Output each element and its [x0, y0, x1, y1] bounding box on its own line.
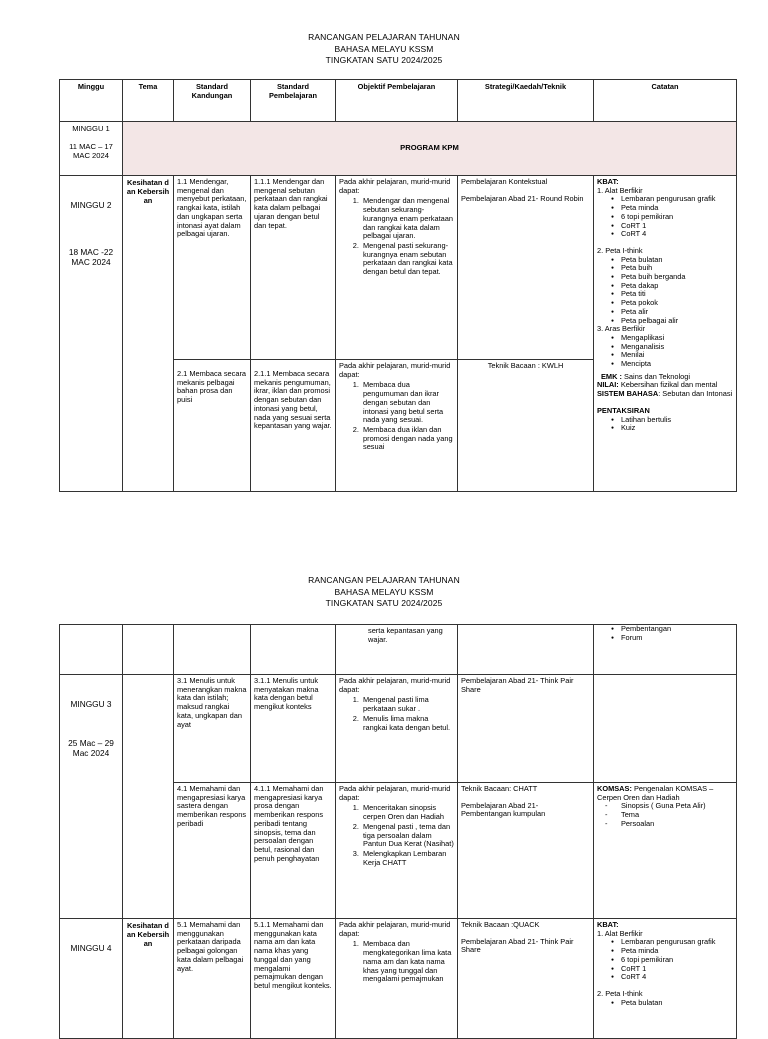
kpm-program: PROGRAM KPM: [123, 122, 737, 176]
list-item: - Tema: [621, 811, 733, 820]
catatan-aras: 3. Aras Berfikir: [597, 324, 646, 334]
week2-obj1-cell: [336, 176, 458, 360]
list-item: 1. Membaca dua pengumuman dan ikrar dengan sebutan dan intonasi yang betul serta nada yang sesuai.: [361, 381, 454, 425]
week2-obj1-intro: Pada akhir pelajaran, murid-murid dapat:: [339, 177, 451, 195]
table-row-week4: [60, 919, 737, 1039]
week2-obj1-list: [339, 197, 454, 276]
week3-sk2: 4.1 Memahami dan mengapresiasi karya sastera dengan memberikan respons peribadi: [174, 783, 251, 919]
list-item: 2. Membaca dua iklan dan promosi dengan nada yang sesuai: [361, 426, 454, 452]
catatan-pentaksiran-list: [597, 416, 733, 433]
kpm-dates: 11 MAC – 17 MAC 2024: [69, 141, 113, 160]
komsas-value: Pengenalan KOMSAS –: [631, 784, 714, 793]
list-item: ● CoRT 1: [621, 222, 733, 231]
week3-obj2-list: [339, 804, 454, 867]
list-item: ● Mencipta: [621, 360, 733, 369]
week2-obj2-intro: Pada akhir pelajaran, murid-murid dapat:: [339, 361, 451, 379]
week2-strat2: Teknik Bacaan : KWLH: [458, 360, 594, 492]
week3-sk1: 3.1 Menulis untuk menerangkan makna kata dan istilah; maksud rangkai kata, ungkapan dan ayat: [174, 675, 251, 783]
list-item: 2. Mengenal pasti sekurang-kurangnya enam sebutan perkataan dan rangkai kata dengan betul dan tepat.: [361, 242, 454, 277]
week4-catatan: [594, 919, 737, 1039]
week2-cell: [60, 176, 123, 492]
catatan-peta-list: [597, 256, 733, 326]
list-item: ● CoRT 1: [621, 965, 733, 974]
list-item: ● Menilai: [621, 351, 733, 360]
week3-catatan2: [594, 783, 737, 919]
week4-tema: Kesihatan dan Kebersihan: [123, 919, 174, 1039]
header-class: TINGKATAN SATU 2024/2025: [325, 598, 443, 608]
week4-strat-b: Pembelajaran Abad 21- Think Pair Share: [461, 936, 574, 955]
week3-obj1-cell: [336, 675, 458, 783]
catatan-peta: 2. Peta I-think: [597, 245, 643, 255]
komsas-cerpen: Cerpen Oren dan Hadiah: [597, 792, 680, 802]
col-tema: Tema: [123, 80, 174, 122]
week2-sk2-text: 2.1 Membaca secara mekanis pelbagai bahan prosa dan puisi: [177, 369, 247, 405]
list-item: - Sinopsis ( Guna Peta Alir): [621, 802, 733, 811]
list-item: ● 6 topi pemikiran: [621, 213, 733, 222]
w4-peta: 2. Peta I-think: [597, 988, 643, 998]
page-header-2: [0, 575, 768, 610]
rpt-table-page-1: [59, 79, 737, 492]
week3-strat2b: Pembelajaran Abad 21- Pembentangan kumpulan: [461, 800, 546, 819]
week3-obj1-intro: Pada akhir pelajaran, murid-murid dapat:: [339, 676, 451, 694]
col-minggu: Minggu: [60, 80, 123, 122]
week4-sp: 5.1.1 Memahami dan menggunakan kata nama am dan kata nama khas yang tunggal dan yang mengalami pemajmukan dengan betul mengikut konteks.: [251, 919, 336, 1039]
week2-sp2: [251, 360, 336, 492]
week2-label: MINGGU 2: [70, 200, 112, 210]
header-title: RANCANGAN PELAJARAN TAHUNAN: [308, 32, 460, 42]
list-item: ● Forum: [621, 634, 733, 643]
table-row-week3-a: [60, 675, 737, 783]
nilai-value: Kebersihan fizikal dan mental: [618, 380, 718, 390]
list-item: ● Peta titi: [621, 290, 733, 299]
cont-catatan: [594, 625, 737, 675]
list-item: ● Mengaplikasi: [621, 334, 733, 343]
list-item: - Persoalan: [621, 820, 733, 829]
week2-obj2-list: [339, 381, 454, 452]
week2-catatan-cell: [594, 176, 737, 492]
page-header-1: [0, 32, 768, 67]
list-item: ● Peta minda: [621, 204, 733, 213]
week4-strat-a: Teknik Bacaan :QUACK: [461, 920, 540, 929]
list-item: ● Peta dakap: [621, 282, 733, 291]
list-item: ● Latihan bertulis: [621, 416, 733, 425]
week4-sk: 5.1 Memahami dan menggunakan perkataan daripada pelbagai golongan kata dalam pelbagai ayat.: [174, 919, 251, 1039]
header-subject: BAHASA MELAYU KSSM: [334, 586, 434, 597]
week4-strat-cell: [458, 919, 594, 1039]
list-item: 2. Menulis lima makna rangkai kata dengan betul.: [361, 715, 454, 732]
cont-sk: [174, 625, 251, 675]
week3-obj2-cell: [336, 783, 458, 919]
week4-obj-intro: Pada akhir pelajaran, murid-murid dapat:: [339, 920, 451, 938]
list-item: ● Lembaran pengurusan grafik: [621, 195, 733, 204]
header-title: RANCANGAN PELAJARAN TAHUNAN: [308, 575, 460, 585]
list-item: 1. Mengenal pasti lima perkataan sukar .: [361, 696, 454, 713]
table-row-kpm: [60, 122, 737, 176]
emk-value: Sains dan Teknologi: [621, 371, 691, 381]
list-item: ● Kuiz: [621, 424, 733, 433]
catatan-alat-list: [597, 195, 733, 239]
header-subject: BAHASA MELAYU KSSM: [334, 43, 434, 54]
cont-sp: [251, 625, 336, 675]
catatan-aras-list: [597, 334, 733, 369]
week3-catatan1: [594, 675, 737, 783]
week2-sp2-text: 2.1.1 Membaca secara mekanis pengumuman, ikrar, iklan dan promosi dengan sebutan dan intonasi yang betul, nada yang sesuai serta kepantasan yang wajar.: [254, 369, 332, 431]
week2-strat1a: Pembelajaran Kontekstual: [461, 177, 548, 186]
table-header-row: [60, 80, 737, 122]
list-item: 1. Menceritakan sinopsis cerpen Oren dan Hadiah: [361, 804, 454, 821]
sistem-value: : Sebutan dan Intonasi: [658, 389, 733, 399]
emk-label: EMK :: [601, 371, 622, 381]
list-item: ● Lembaran pengurusan grafik: [621, 938, 733, 947]
week2-tema: Kesihatan dan Kebersihan: [123, 176, 174, 492]
catatan-pentaksiran: PENTAKSIRAN: [597, 405, 650, 415]
komsas-label: KOMSAS:: [597, 784, 632, 793]
nilai-label: NILAI:: [597, 380, 619, 390]
col-strategi: Strategi/Kaedah/Teknik: [458, 80, 594, 122]
catatan-sistem: [597, 390, 733, 399]
week4-cell: [60, 919, 123, 1039]
list-item: ● Peta minda: [621, 947, 733, 956]
rpt-table-page-2: [59, 624, 737, 1039]
week4-obj-list: [339, 940, 454, 984]
week3-strat2-cell: [458, 783, 594, 919]
list-item: ● CoRT 4: [621, 973, 733, 982]
list-item: ● Peta bulatan: [621, 256, 733, 265]
week3-sp1: 3.1.1 Menulis untuk menyatakan makna kata dengan betul mengikut konteks: [251, 675, 336, 783]
week2-dates: 18 MAC -22 MAC 2024: [68, 246, 114, 267]
cont-tema: [123, 625, 174, 675]
cont-obj: [336, 625, 458, 675]
w4-alat-list: [597, 938, 733, 982]
col-objektif: Objektif Pembelajaran: [336, 80, 458, 122]
col-standard-kandungan: Standard Kandungan: [174, 80, 251, 122]
list-item: ● Peta pokok: [621, 299, 733, 308]
list-item: ● CoRT 4: [621, 230, 733, 239]
col-catatan: Catatan: [594, 80, 737, 122]
week3-strat2a: Teknik Bacaan: CHATT: [461, 784, 538, 793]
header-class: TINGKATAN SATU 2024/2025: [325, 55, 443, 65]
week3-dates: 25 Mac – 29 Mac 2024: [68, 737, 114, 758]
cont-minggu: [60, 625, 123, 675]
kpm-week: MINGGU 1: [72, 124, 110, 133]
list-item: ● Peta alir: [621, 308, 733, 317]
week3-cell: [60, 675, 123, 919]
w4-alat: 1. Alat Berfikir: [597, 928, 643, 938]
cont-obj-text: serta kepantasan yang wajar.: [368, 626, 443, 644]
cont-catatan-list: [597, 625, 733, 642]
w4-peta-list: [597, 999, 733, 1008]
week3-obj2-intro: Pada akhir pelajaran, murid-murid dapat:: [339, 784, 451, 802]
week2-sk1: 1.1 Mendengar, mengenal dan menyebut perkataan, rangkai kata, istilah dan ungkapan serta intonasi ayat dalam pelbagai ujaran.: [174, 176, 251, 360]
week2-strat1-cell: [458, 176, 594, 360]
komsas-list: [597, 802, 733, 828]
table-row-week2-a: [60, 176, 737, 360]
catatan-alat: 1. Alat Berfikir: [597, 185, 643, 195]
list-item: ● 6 topi pemikiran: [621, 956, 733, 965]
list-item: ● Pembentangan: [621, 625, 733, 634]
catatan-kbat: KBAT:: [597, 177, 619, 186]
week4-obj-cell: [336, 919, 458, 1039]
sistem-label: SISTEM BAHASA: [597, 389, 659, 399]
table-row-continued: [60, 625, 737, 675]
week3-sp2: 4.1.1 Memahami dan mengapresiasi karya prosa dengan memberikan respons peribadi tentang sinopsis, tema dan persoalan dengan betul, rasional dan penuh penghayatan: [251, 783, 336, 919]
list-item: ● Peta buih berganda: [621, 273, 733, 282]
list-item: 1. Membaca dan mengkategorikan lima kata nama am dan kata nama khas yang tunggal dan mengalami pemajmukan: [361, 940, 454, 984]
week3-strat1: Pembelajaran Abad 21- Think Pair Share: [458, 675, 594, 783]
cont-strat: [458, 625, 594, 675]
week2-sk2: [174, 360, 251, 492]
week2-sp1: 1.1.1 Mendengar dan mengenal sebutan perkataan dan rangkai kata dalam pelbagai ujaran dengan betul dan tepat.: [251, 176, 336, 360]
list-item: ● Peta pelbagai alir: [621, 317, 733, 326]
list-item: 3. Melengkapkan Lembaran Kerja CHATT: [361, 850, 454, 867]
week3-label: MINGGU 3: [70, 699, 112, 709]
w4-kbat: KBAT:: [597, 920, 619, 929]
week3-tema: [123, 675, 174, 919]
week4-label: MINGGU 4: [70, 943, 112, 953]
week3-obj1-list: [339, 696, 454, 732]
week2-obj2-cell: [336, 360, 458, 492]
kpm-week-cell: [60, 122, 123, 176]
col-standard-pembelajaran: Standard Pembelajaran: [251, 80, 336, 122]
list-item: 1. Mendengar dan mengenal sebutan sekurang-kurangnya enam perkataan dan rangkai kata dalam pelbagai ujaran.: [361, 197, 454, 241]
list-item: ● Peta buih: [621, 264, 733, 273]
list-item: ● Peta bulatan: [621, 999, 733, 1008]
week2-strat1b: Pembelajaran Abad 21- Round Robin: [461, 193, 584, 203]
list-item: 2. Mengenal pasti , tema dan tiga persoalan dalam Pantun Dua Kerat (Nasihat): [361, 823, 454, 849]
list-item: ● Menganalisis: [621, 343, 733, 352]
